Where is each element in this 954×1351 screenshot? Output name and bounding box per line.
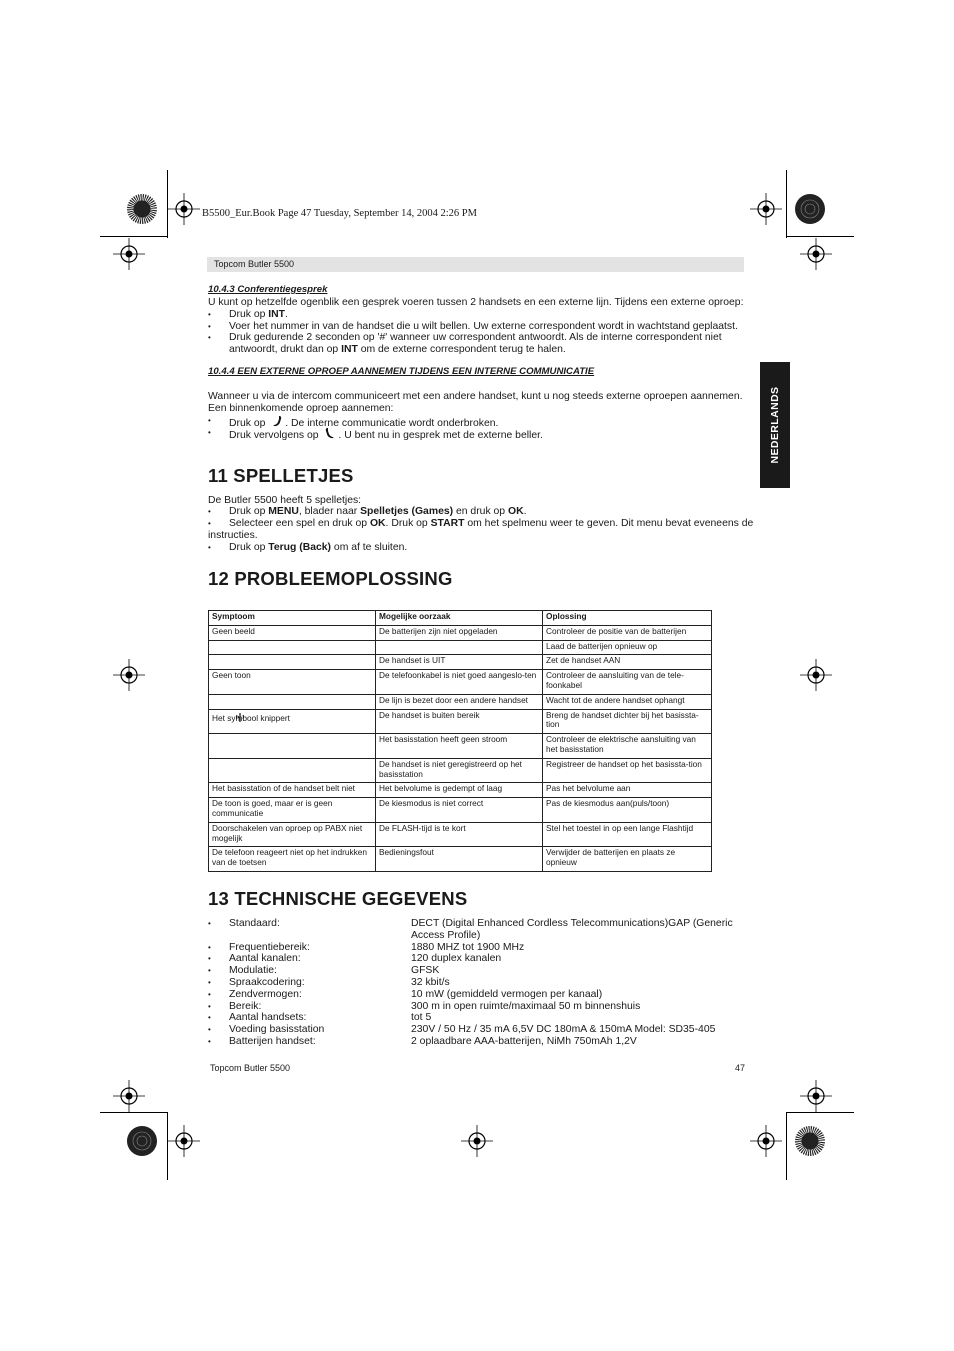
table-cell: De lijn is bezet door een andere handset — [376, 694, 543, 709]
table-row — [209, 709, 712, 734]
spec-row — [208, 1012, 753, 1024]
section-10-4-4-intro: Wanneer u via de intercom communiceert met een andere handset, kunt u nog steeds externe oproepen aannemen. Een binnenkomende oproep aannemen: — [208, 391, 743, 414]
column-header: Mogelijke oorzaak — [376, 611, 543, 626]
section-10-4-3-title: 10.4.3 Conferentiegesprek — [208, 284, 328, 295]
spec-row — [208, 977, 753, 989]
bullet-icon: • — [208, 1013, 211, 1022]
spec-row — [208, 965, 753, 977]
table-cell: De telefoonkabel is niet goed aangeslo-ten — [376, 670, 543, 695]
list-item-text: Druk op — [229, 418, 266, 429]
crop-line — [786, 1112, 854, 1113]
bullet-icon: • — [208, 1025, 211, 1034]
bullet-icon: • — [208, 966, 211, 975]
registration-mark-icon — [750, 193, 782, 225]
table-row — [209, 758, 712, 783]
table-cell: De handset is buiten bereik — [376, 709, 543, 734]
list-item-text: om de externe correspondent terug te halen. — [357, 343, 566, 355]
table-cell: De batterijen zijn niet opgeladen — [376, 625, 543, 640]
list-item-key: Terug (Back) — [268, 542, 332, 553]
table-cell: Controleer de aansluiting van de tele-foonkabel — [543, 670, 712, 695]
table-cell — [376, 640, 543, 655]
bullet-icon: • — [208, 416, 211, 425]
registration-mark-icon — [113, 238, 145, 270]
page-header-bar — [207, 257, 744, 272]
table-cell: Wacht tot de andere handset ophangt — [543, 694, 712, 709]
column-header: Symptoom — [209, 611, 376, 626]
bullet-icon: • — [208, 322, 211, 331]
table-row — [209, 847, 712, 872]
table-cell: De kiesmodus is niet correct — [376, 798, 543, 823]
table-cell: Verwijder de batterijen en plaats ze opnieuw — [543, 847, 712, 872]
list-item-text: om het spelmenu weer te geven. Dit menu bevat eveneens de — [464, 518, 754, 529]
registration-mark-icon — [113, 659, 145, 691]
table-cell: De handset is UIT — [376, 655, 543, 670]
crop-line — [100, 236, 168, 237]
list-item-text: . — [523, 506, 527, 517]
print-target-icon — [126, 193, 158, 225]
crop-line — [786, 170, 787, 238]
list-item-key: INT — [268, 309, 286, 320]
section-13-heading: 13 TECHNISCHE GEGEVENS — [208, 888, 468, 909]
bullet-icon: • — [208, 943, 211, 952]
registration-mark-icon — [168, 193, 200, 225]
table-cell: Het basisstation heeft geen stroom — [376, 734, 543, 759]
bullet-icon: • — [208, 543, 211, 552]
table-cell — [209, 694, 376, 709]
list-item — [208, 542, 748, 554]
list-item-text: om af te sluiten. — [331, 542, 408, 553]
spec-row — [208, 1036, 753, 1048]
spec-label: Batterijen handset: — [229, 1036, 316, 1047]
table-row — [209, 783, 712, 798]
list-item-text: Selecteer een spel en druk op — [229, 518, 370, 529]
spec-value: GFSK — [411, 965, 440, 976]
antenna-signal-icon — [235, 711, 247, 723]
bullet-icon: • — [208, 990, 211, 999]
table-row — [209, 640, 712, 655]
phone-handset-icon — [323, 427, 337, 440]
bullet-icon: • — [208, 428, 211, 437]
spec-label: Spraakcodering: — [229, 977, 305, 988]
table-row — [209, 670, 712, 695]
table-cell: Zet de handset AAN — [543, 655, 712, 670]
table-row — [209, 694, 712, 709]
table-cell: Breng de handset dichter bij het basissta-tion — [543, 709, 712, 734]
spec-value: 2 oplaadbare AAA-batterijen, NiMh 750mAh 1,2V — [411, 1036, 637, 1047]
list-item-key: OK — [369, 518, 386, 529]
spec-value: DECT (Digital Enhanced Cordless Telecommunications)GAP (Generic Access Profile) — [411, 918, 733, 941]
table-cell — [209, 734, 376, 759]
table-cell: Geen beeld — [209, 625, 376, 640]
crop-line — [786, 236, 854, 237]
registration-mark-icon — [750, 1125, 782, 1157]
book-file-line: B5500_Eur.Book Page 47 Tuesday, September 14, 2004 2:26 PM — [202, 208, 477, 219]
list-item — [208, 506, 748, 518]
registration-mark-icon — [461, 1125, 493, 1157]
list-item-key: MENU — [268, 506, 299, 517]
spec-value: 10 mW (gemiddeld vermogen per kanaal) — [411, 989, 603, 1000]
language-side-tab — [760, 362, 790, 488]
table-cell — [209, 640, 376, 655]
table-cell-text: Het symbool knippert — [212, 712, 290, 723]
table-cell: De FLASH-tijd is te kort — [376, 822, 543, 847]
list-item-text: . — [285, 309, 288, 320]
list-item-text: Druk op — [229, 542, 269, 553]
bullet-icon: • — [208, 310, 211, 319]
bullet-icon: • — [208, 519, 211, 528]
registration-mark-icon — [800, 238, 832, 270]
bullet-icon: • — [208, 1037, 211, 1046]
page-header-title: Topcom Butler 5500 — [214, 259, 295, 269]
spec-value: 120 duplex kanalen — [411, 953, 502, 964]
table-cell: Pas het belvolume aan — [543, 783, 712, 798]
spec-row — [208, 953, 753, 965]
table-cell: Het belvolume is gedempt of laag — [376, 783, 543, 798]
list-item — [208, 309, 748, 321]
spec-label: Standaard: — [229, 918, 280, 929]
table-cell: Doorschakelen van oproep op PABX niet mogelijk — [209, 822, 376, 847]
table-cell: Het basisstation of de handset belt niet — [209, 783, 376, 798]
registration-mark-icon — [800, 659, 832, 691]
footer-title: Topcom Butler 5500 — [210, 1063, 291, 1073]
section-10-4-3-intro: U kunt op hetzelfde ogenblik een gesprek voeren tussen 2 handsets en een externe lijn. Tijdens een externe oproep: — [208, 297, 744, 308]
registration-mark-icon — [168, 1125, 200, 1157]
table-cell: De telefoon reageert niet op het indrukken van de toetsen — [209, 847, 376, 872]
table-cell: Pas de kiesmodus aan(puls/toon) — [543, 798, 712, 823]
spec-row — [208, 918, 753, 942]
spec-label: Aantal handsets: — [229, 1012, 307, 1023]
bullet-icon: • — [208, 1002, 211, 1011]
spec-label: Bereik: — [229, 1001, 262, 1012]
table-header-row — [209, 611, 712, 626]
print-target-icon — [794, 1125, 826, 1157]
crop-line — [100, 1112, 168, 1113]
list-item-text: . De interne communicatie wordt onderbroken. — [285, 418, 499, 429]
bullet-icon: • — [208, 978, 211, 987]
spec-label: Zendvermogen: — [229, 989, 302, 1000]
table-row — [209, 625, 712, 640]
table-row — [209, 822, 712, 847]
list-item — [208, 332, 748, 356]
print-target-icon — [794, 193, 826, 225]
list-item-text: Druk op — [229, 309, 269, 320]
language-side-tab-label: NEDERLANDS — [769, 386, 781, 464]
table-row — [209, 734, 712, 759]
list-item-text: Druk gedurende 2 seconden op '#' wanneer uw correspondent antwoordt. Als de interne correspondent niet antwoordt, drukt dan op — [229, 332, 722, 355]
spec-value: 1880 MHZ tot 1900 MHz — [411, 942, 525, 953]
registration-mark-icon — [800, 1080, 832, 1112]
table-cell: Registreer de handset op het basissta-tion — [543, 758, 712, 783]
spec-label: Aantal kanalen: — [229, 953, 301, 964]
registration-mark-icon — [113, 1080, 145, 1112]
section-12-heading: 12 PROBLEEMOPLOSSING — [208, 568, 453, 589]
list-item-text: Voer het nummer in van de handset die u wilt bellen. Uw externe correspondent wordt in wachtstand geplaatst. — [229, 321, 738, 332]
list-item-text: Druk op — [229, 506, 269, 517]
table-cell: Controleer de positie van de batterijen — [543, 625, 712, 640]
spec-label: Modulatie: — [229, 965, 277, 976]
list-item-key: START — [430, 518, 465, 529]
spec-value: 32 kbit/s — [411, 977, 450, 988]
list-item-text: . Druk op — [385, 518, 431, 529]
table-cell — [209, 655, 376, 670]
bullet-icon: • — [208, 333, 211, 342]
table-cell: De toon is goed, maar er is geen communicatie — [209, 798, 376, 823]
list-item-key: OK — [507, 506, 524, 517]
list-item — [208, 427, 748, 440]
table-cell: Controleer de elektrische aansluiting van het basisstation — [543, 734, 712, 759]
list-item-text: en druk op — [453, 506, 508, 517]
spec-label: Voeding basisstation — [229, 1024, 325, 1035]
spec-value: 300 m in open ruimte/maximaal 50 m binnenshuis — [411, 1001, 641, 1012]
column-header: Oplossing — [543, 611, 712, 626]
crop-line — [786, 1112, 787, 1180]
bullet-icon: • — [208, 954, 211, 963]
spec-row — [208, 989, 753, 1001]
spec-row — [208, 1024, 753, 1036]
table-cell: De handset is niet geregistreerd op het basisstation — [376, 758, 543, 783]
section-11-intro: De Butler 5500 heeft 5 spelletjes: — [208, 495, 362, 506]
table-row — [209, 655, 712, 670]
troubleshooting-table — [208, 610, 712, 872]
list-item-key: INT — [341, 343, 358, 355]
print-target-icon — [126, 1125, 158, 1157]
bullet-icon: • — [208, 507, 211, 516]
list-item-continuation: instructies. — [208, 530, 258, 541]
list-item-text: . U bent nu in gesprek met de externe beller. — [338, 430, 543, 441]
table-cell: Stel het toestel in op een lange Flashtijd — [543, 822, 712, 847]
table-cell: Bedieningsfout — [376, 847, 543, 872]
table-cell-with-icon — [209, 709, 376, 734]
list-item-key: Spelletjes (Games) — [360, 506, 454, 517]
spec-label: Frequentiebereik: — [229, 942, 310, 953]
section-10-4-4-title: 10.4.4 EEN EXTERNE OPROEP AANNEMEN TIJDENS EEN INTERNE COMMUNICATIE — [208, 366, 595, 377]
table-cell: Geen toon — [209, 670, 376, 695]
section-11-heading: 11 SPELLETJES — [208, 465, 354, 486]
table-row — [209, 798, 712, 823]
spec-value: tot 5 — [411, 1012, 432, 1023]
page-number: 47 — [735, 1063, 746, 1073]
bullet-icon: • — [208, 919, 211, 928]
spec-value: 230V / 50 Hz / 35 mA 6,5V DC 180mA & 150mA Model: SD35-405 — [411, 1024, 716, 1035]
list-item — [208, 518, 754, 530]
table-cell — [209, 758, 376, 783]
list-item-text: Druk vervolgens op — [229, 430, 319, 441]
list-item-text: , blader naar — [298, 506, 361, 517]
table-cell: Laad de batterijen opnieuw op — [543, 640, 712, 655]
